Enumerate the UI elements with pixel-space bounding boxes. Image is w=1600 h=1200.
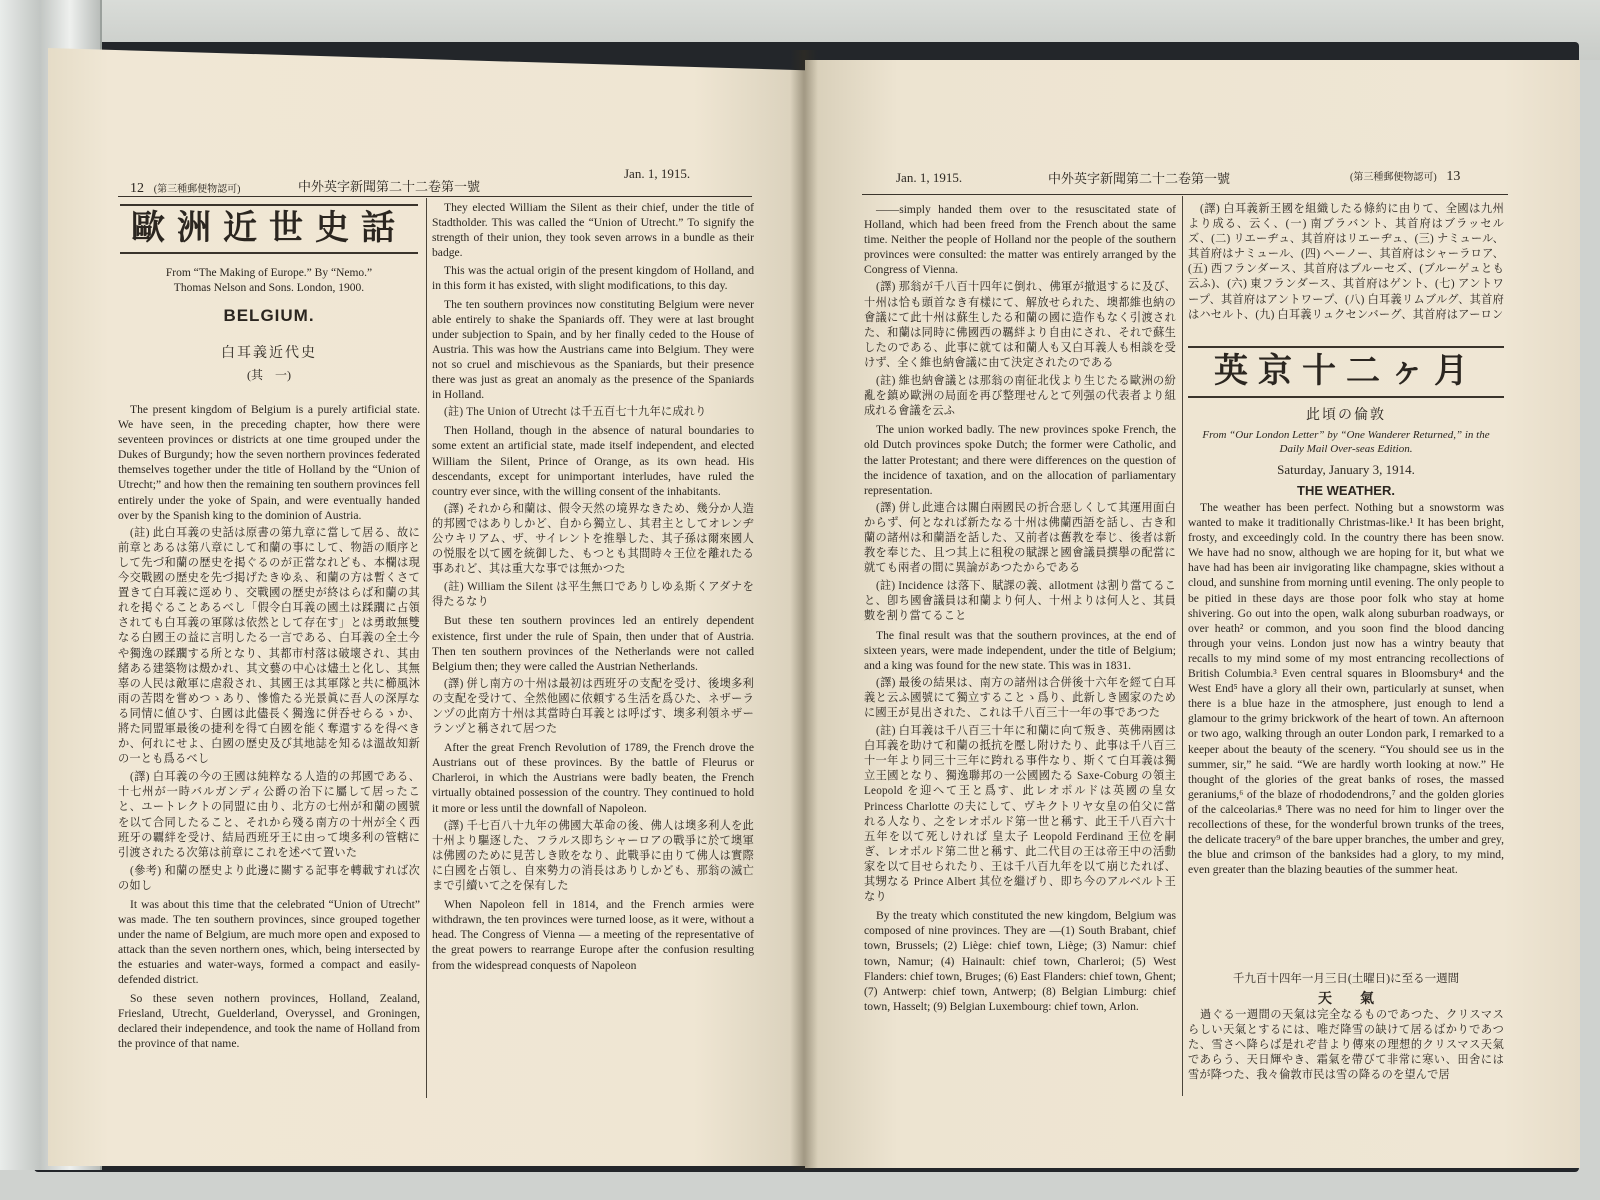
article2-date-line: Saturday, January 3, 1914. [1277,462,1415,477]
article-source-line1: From “The Making of Europe.” By “Nemo.” [165,267,373,279]
right-column-divider [1182,196,1183,1096]
paragraph: (註) The Union of Utrecht は千五百七十九年に成れり [444,406,707,419]
weather-article-body [1188,500,1504,960]
book-gutter [790,50,818,1170]
paragraph: The present kingdom of Belgium is a purely artificial state. We have seen, in the preceding chapter, how there were seventeen provinces or districts at one time grouped under the Dukes of Burgundy; how the seven northern provinces federated themselves together under the title of Holland by the “Union of Utrecht;” and how then the remaining ten southern provinces fell entirely under the yoke of Spain, and were eventually handed over by the Spanish king to the dominion of Austria. [118,403,420,522]
article2-jp-section: 天 氣 [1318,992,1374,1007]
paragraph: (譯) それから和蘭は、假令天然の境界なきため、幾分か人造的邦國ではありしかど、自から獨立し、其君主としてオレンヂ公ウキリアム、ザ、サイレントを推擧した、其子孫は爾來國人の悦服を以て國を統御した、もつとも其間時々王位を離れたる事あれど、其は重大な事では無かつた [432,502,754,576]
right-header-title: 中外英字新聞第二十二卷第一號 [1048,171,1231,186]
left-column-1 [118,402,420,1102]
paragraph: (註) Incidence は落下、賦課の義、allotment は割り當てること、卽ち國會議員は和蘭より何人、十州よりは何人と、其員數を割り當てること [864,580,1176,623]
right-column-1 [864,202,1176,1102]
paragraph: Then Holland, though in the absence of natural boundaries to some extent an artificial state, made itself independent, and elected William the Silent, Prince of Orange, as its own head. His descendants, except for unimportant interludes, have ruled the country ever since, with the willing consent of the inhabitants. [432,424,754,498]
paragraph: (譯) 併し南方の十州は最初は西班牙の支配を受け、後墺多利の支配を受けて、全然他國に依頼する生活を爲ひた、ネザーランヅの此南方十州は其當時白耳義とは呼ばす、墺多利領ネザーランヅと稱されて居つた [432,677,754,736]
left-header-title: 中外英字新聞第二十二卷第一號 [298,179,481,194]
paragraph: (譯) 併し此連合は關白兩國民の折合惡しくして其運用面白からず、何となれば新たなる十州は佛蘭西語を話し、古き和蘭の諸州は和蘭語を話した、又前者は舊教を奉じ、後者は新教を奉じた、且つ其上に租稅の賦課と國會議員撰擧の配當に就ても兩者の間に異論があつたからである [864,501,1176,575]
paragraph: The union worked badly. The new provinces spoke French, the old Dutch provinces spoke Dutch; the former were Catholic, and the latter Protestant; and there were differences on the question of the incidence of taxation, and on the allocation of parliamentary representation. [864,423,1176,497]
paragraph: (註) William the Silent は平生無口でありしゆゑ斯くアダナを得たるなり [432,581,754,609]
article-source-line2: Thomas Nelson and Sons. London, 1900. [173,282,365,294]
article2-title-jp: 英京十二ヶ月 [1214,353,1478,390]
paragraph: (譯) 千七百八十九年の佛國大革命の後、佛人は墺多利人を此十州より驅逐した、フラルス即ちシャーロアの戰爭に於て墺軍は佛國のために見苦しき敗をなり、此戰爭に由りて佛人は實際に白國を占領し、自來勢力の消長はありしかども、那翁の滅亡まで引續いて之を保有した [432,819,754,893]
left-column-divider [426,198,427,1098]
weather-jp-paragraph: 過ぐる一週間の天氣は完全なるものであつた、クリスマスらしい天氣とするには、唯だ降雪の缺けて居るばかりであつた、雪さへ降らば是れぞ昔より傳來の理想的クリスマス天氣であらう、天日輝やき、霜氣を帶びて非常に寒い、田舍には雪が降つた、我々倫敦市民は雪の降るのを望んで居 [1188,1009,1504,1082]
left-running-head [130,180,240,197]
paragraph: (譯) 最後の結果は、南方の諸州は合併後十六年を經て白耳義と云ふ國號にて獨立することゝ爲り、此新しき國家のために國王が見出された、これは千八百三十一年の事であつた [864,676,1176,719]
right-column-2-top [1188,202,1504,326]
weather-jp-body [1188,1008,1504,1086]
right-header-rule [862,194,1508,195]
paragraph: But these ten southern provinces led an entirely dependent existence, first under the rule of Spain, then under that of Austria. Then ten southern provinces of the Netherlands were not called Belgium then; they were called the Austrian Netherlands. [432,614,754,673]
right-masthead-box [1188,346,1504,398]
paragraph: ——simply handed them over to the resuscitated state of Holland, which had been freed from the French about the same time. Neither the people of Holland nor the people of the southern provinces were consulted: the matter was entirely arranged by the Congress of Vienna. [864,203,1176,277]
paragraph: (註) 此白耳義の史話は原書の第九章に當して居る、故に前章とあるは第八章にして和蘭の事にして、物語の順序として先づ和蘭の歴史を掲ぐるのが正當なれども、本欄は現今交戰國の歴史を先づ掲げたきゆゑ、和蘭の方は暫くさて置きて白耳義に逕めり、交戰國の歴史が終はらば和蘭の其れを掲ぐることあるべし「假令白耳義の國土は蹂躙に占領されても白耳義の軍隊は依然として存在す」とは勇敢無雙なる白國王の益に言明したる一言である、白耳義の全土今や獨逸の蹂躙する所となり、其都市村落は破壞され、其由緒ある建築物は燬かれ、其文藝の中心は燼土と化し、其無辜の人民は敵軍に虐殺され、其國王は其軍隊と共に櫛風沐雨の苦悶を嘗めつゝあり、慘憺たる光景眞に吾人の深厚なる同情に値ひす、白國は此儘長く獨逸に併吞せらるゝか、將た同盟軍最後の捷利を得て白國を能く奪還するを得べきか、何れにせよ、白國の歴史及び其地誌を知るは溫故知新の一とも爲るべし [118,526,420,766]
article2-subtitle-jp: 此頃の倫敦 [1306,408,1386,423]
paragraph: The ten southern provinces now constituting Belgium were never able entirely to shake the Spaniards off. They were at last brought under subjection to Spain, and by her finally ceded to the House of Austria. This was how the Austrians came into Belgium. They were not so cruel and mischievous as the Spaniards, but their presence there was just as great an anomaly as the presence of the Spaniards in Holland. [432,297,754,402]
right-header-date: Jan. 1, 1915. [896,170,963,185]
left-header-rule [118,196,752,197]
paragraph: (譯) 白耳義の今の王國は純粹なる人造的の邦國である、十七州が一時バルガンディ公爵の治下に屬して居ったこと、ユートレクトの同盟に由り、北方の七州が和蘭の國號を以て合同したること、それから殘る南方の十州が全く西班牙の覊絆を受け、結局西班牙王に由って墺多利の管轄に引渡されたる次第は前章にこれを述べて置いた [118,771,420,859]
paragraph: (註) 維也納會議とは那翁の南征北伐より生じたる歐洲の紛亂を鎮め歐洲の局面を再び整理せんとて列强の代表者より組成れる會議を云ふ [864,375,1176,418]
left-header-date: Jan. 1, 1915. [624,166,691,181]
paragraph: So these seven nothern provinces, Holland, Zealand, Friesland, Utrecht, Guelderland, Overyssel, and Groningen, declared their independence, and took the name of Holland from the province of that name. [118,991,420,1050]
article-title-jp: 歐洲近世史話 [131,210,407,247]
article2-source: From “Our London Letter” by “One Wanderer Returned,” in the Daily Mail Over-seas Edition. [1202,429,1490,455]
paragraph: They elected William the Silent as their chief, under the title of Stadtholder. This was called the “Union of Utrecht.” To signify the strength of their union, they took seven arrows in a bundle as their badge. [432,201,754,260]
article-subtitle-jp: 白耳義近代史 [221,346,317,361]
paragraph: (譯) 那翁が千八百十四年に倒れ、佛軍が撤退するに及び、十州は恰も頭首なき有樣にて、解放せられた、墺都維也納の會議にて此十州は蘇生したる和蘭の國に造作もなく引渡された、和蘭は同時に佛國西の羈絆より自由にされ、それで蘇生したのである、此事に就ては和蘭人も又白耳義人も相談を受けず、全く維也納會議に由て決定されたのである [864,281,1176,369]
paragraph: (註) 白耳義は千八百三十年に和蘭に向て叛き、英佛兩國は白耳義を助けて和蘭の抵抗を壓し附けたり、此事は千八百三十一年より同三十三年に跨れる事件なり、斯くて白耳義は獨立王國となり、獨逸聯邦の一公國國たる Saxe-Coburg の領主 Leopold を迎へて王と爲す、此レオポルドは英國の皇女 Princess Charlotte の夫にして、ヴキクトリヤ女皇の伯父に當れる人なり、之をレオポルド第一世と稱す、此王千八百六十五年を以て死しければ 皇太子 Leopold Ferdinand 王位を嗣ぎ、レオポルド第二世と稱す、此二代目の王は帝王中の活動家を以て目せられたり、王は千八百九年を以て崩じたれば、其甥なる Prince Albert 其位を繼げり、即ち今のアルベルト王なり [864,725,1176,904]
right-running-head [1350,168,1460,185]
left-masthead-box [120,204,418,254]
left-page-number: 12 [130,181,144,196]
paragraph: This was the actual origin of the present kingdom of Holland, and in this form it has existed, with slight modifications, to this day. [432,264,754,293]
article2-jp-dateline: 千九百十四年一月三日(土曜日)に至る一週間 [1232,973,1460,985]
paragraph: After the great French Revolution of 1789, the French drove the Austrians out of these provinces. By the battle of Fleurus or Charleroi, in which the Austrians were badly beaten, the French virtually obtained possession of the country. They continued to hold it more or less until the downfall of Napoleon. [432,741,754,815]
paragraph: When Napoleon fell in 1814, and the French armies were withdrawn, the ten provinces were turned loose, as it were, without a head. The Congress of Vienna — a meeting of the representative of the great powers to rearrange Europe after the confusion resulting from the widespread conquests of Napoleon [432,898,754,972]
left-column-2 [432,200,754,1100]
paragraph: (參考) 和蘭の歴史より此邊に關する記事を轉載すれば次の如し [118,864,420,892]
right-license-note: (第三種郵便物認可) [1350,172,1437,183]
article-part-number: (其 一) [247,368,291,382]
article-source [120,266,418,296]
paragraph: It was about this time that the celebrated “Union of Utrecht” was made. The ten southern provinces, since grouped together under the name of Belgium, are much more open and exposed to attack than the seven northern ones, which, being intersected by the estuaries and water-ways, formed a compact and easily-defended district. [118,898,420,987]
section-title-belgium: BELGIUM. [223,306,315,325]
left-license-note: (第三種郵便物認可) [153,184,241,195]
right-col2-translation: (譯) 白耳義新王國を組織したる條約に由りて、全國は九州より成る、云く、(一) 南ブラバント、其首府はブラッセルズ、(二) リエーヂュ、其首府はリエーヂュ、(三) ナミュール、其首府はナミュール、(四) ヘーノー、其首府はシャーラロア、(五) 西フランダース、其首府はブルーセズ、(ブルーゲュとも云ふ)、(六) 東フランダース、其首府はゲント、(七) アントワープ、其首府はアントワープ、(八) 白耳義リムブルグ、其首府はハセルト、(九) 白耳義リュクセンバーグ、其首府はアーロン [1188,203,1504,321]
paragraph: The weather has been perfect. Nothing but a snowstorm was wanted to make it traditionally Christmas-like.¹ It has been bright, frosty, and exceedingly cold. In the country there has been snow. We have had no snow, although we are hoping for it, but what we have had has been air invigorating like champagne, skies without a cloud, and sunshine from morning until evening. The only people to be pitied in these days are those poor folk who stay at home shivering. Go out into the open, walk along suburban roadways, or over heath² or common, and you soon find the blood dancing through your veins. London just now has a wintry beauty that recalls to my mind some of my most entrancing recollections of British Columbia.³ Even central squares in Bloomsbury⁴ and the West End⁵ have a glory all their own, particularly at sunset, when there is a blue haze in the atmosphere, just enough to lend a glamour to the grimy brickwork of the heart of town. An afternoon or two ago, walking through an outer London park, I remarked to a keeper about the beauty of the scenery. “You should see us in the summer, sir,” he said. “We are hardly worth looking at now.” He thought of the glories of the great banks of roses, the massed geraniums,⁶ of the blaze of rhododendrons,⁷ and the golden glories of the calceolarias.⁸ There was no need for him to linger over the recollections of these, for the wonderful brown trunks of the trees, the delicate tracery⁹ of the bare upper branches, the umber and grey, the blue and crimson of the banksides had a glory, to my mind, even greater than the blazing beauties of the summer heat. [1188,501,1504,877]
paragraph: The final result was that the southern provinces, at the end of sixteen years, were made independent, under the title of Belgium; and a king was found for the new state. This was in 1831. [864,628,1176,672]
section-title-weather: THE WEATHER. [1297,483,1395,498]
paragraph: By the treaty which constituted the new kingdom, Belgium was composed of nine provinces. They are —(1) South Brabant, chief town, Brussels; (2) Liège: chief town, Liège; (3) Namur: chief town, Namur; (4) Hainault: chief town, Charleroi; (5) West Flanders: chief town, Bruges; (6) East Flanders: chief town, Ghent; (7) Antwerp: chief town, Antwerp; (8) Belgian Limburg: chief town, Hasselt; (9) Belgian Luxembourg: chief town, Arlon. [864,909,1176,1013]
right-page-number: 13 [1446,169,1461,184]
